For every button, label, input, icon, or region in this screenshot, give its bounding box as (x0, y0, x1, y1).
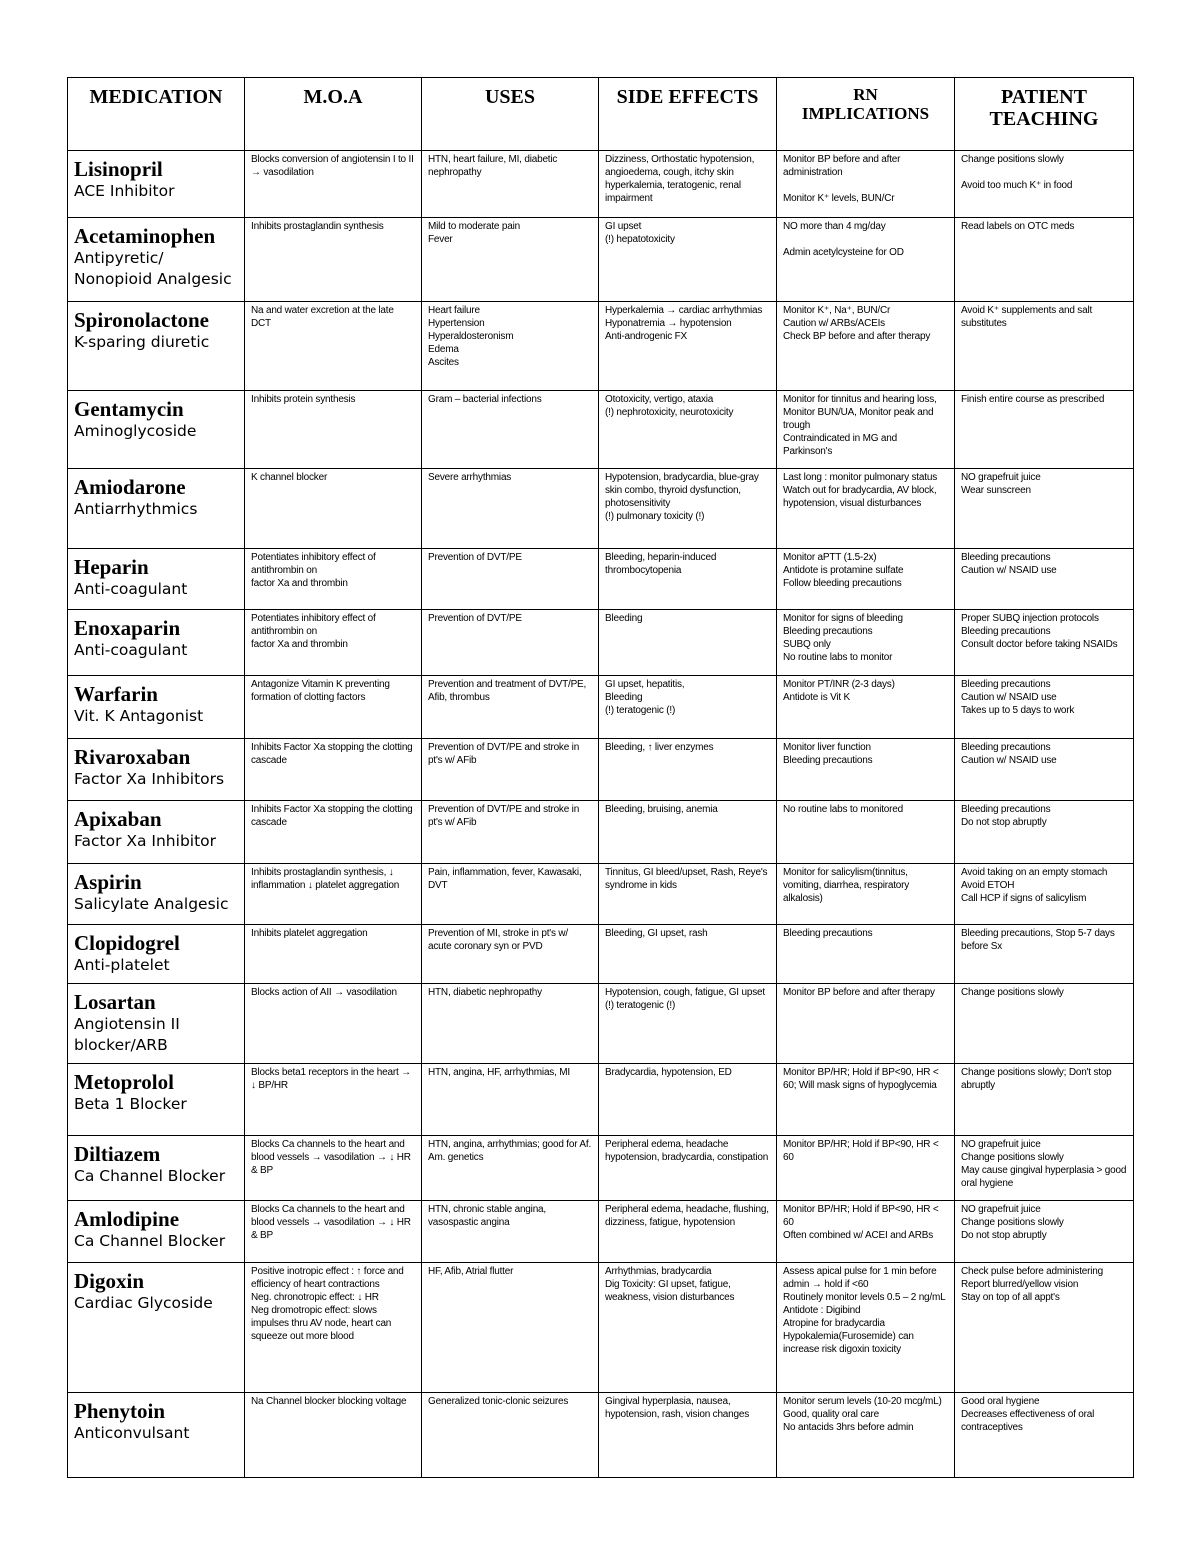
medication-cell (68, 1263, 245, 1393)
table-row (68, 864, 1134, 925)
moa-cell: Inhibits prostaglandin synthesis (245, 218, 422, 302)
uses-cell: HTN, chronic stable angina, vasospastic angina (422, 1201, 599, 1263)
uses-cell: HTN, heart failure, MI, diabetic nephropathy (422, 151, 599, 218)
table-row (68, 151, 1134, 218)
medication-cell (68, 676, 245, 739)
side-effects-cell: Arrhythmias, bradycardia Dig Toxicity: GI upset, fatigue, weakness, vision disturbances (599, 1263, 777, 1393)
moa-cell: Blocks beta1 receptors in the heart → ↓ BP/HR (245, 1064, 422, 1136)
patient-teaching-cell: Bleeding precautions, Stop 5-7 days before Sx (955, 925, 1134, 984)
table-row (68, 1263, 1134, 1393)
side-effects-cell: Hypotension, cough, fatigue, GI upset (!) teratogenic (!) (599, 984, 777, 1064)
rn-implications-cell: Monitor for tinnitus and hearing loss, Monitor BUN/UA, Monitor peak and trough Contraindicated in MG and Parkinson's (777, 391, 955, 469)
rn-implications-cell: NO more than 4 mg/day Admin acetylcysteine for OD (777, 218, 955, 302)
moa-cell: Blocks Ca channels to the heart and blood vessels → vasodilation → ↓ HR & BP (245, 1201, 422, 1263)
medication-cell (68, 1393, 245, 1478)
medication-name: Losartan (74, 990, 156, 1014)
table-row (68, 610, 1134, 676)
medication-cell (68, 801, 245, 864)
uses-cell: Prevention of DVT/PE and stroke in pt's w/ AFib (422, 739, 599, 801)
moa-cell: Inhibits protein synthesis (245, 391, 422, 469)
uses-cell: HTN, angina, HF, arrhythmias, MI (422, 1064, 599, 1136)
medication-class: Ca Channel Blocker (74, 1167, 226, 1186)
medication-name: Amlodipine (74, 1207, 180, 1231)
moa-cell: Positive inotropic effect : ↑ force and efficiency of heart contractions Neg. chronotropic effect: ↓ HR Neg dromotropic effect: slows impulses thru AV node, heart can squeeze out more blood (245, 1263, 422, 1393)
rn-implications-cell: Last long : monitor pulmonary status Watch out for bradycardia, AV block, hypotension, visual disturbances (777, 469, 955, 549)
moa-cell: Na Channel blocker blocking voltage (245, 1393, 422, 1478)
patient-teaching-cell: Good oral hygiene Decreases effectiveness of oral contraceptives (955, 1393, 1134, 1478)
rn-implications-cell: Bleeding precautions (777, 925, 955, 984)
moa-cell: Antagonize Vitamin K preventing formation of clotting factors (245, 676, 422, 739)
medication-name: Heparin (74, 555, 149, 579)
side-effects-cell: Tinnitus, GI bleed/upset, Rash, Reye's syndrome in kids (599, 864, 777, 925)
medication-cell (68, 925, 245, 984)
moa-cell: Potentiates inhibitory effect of antithrombin on factor Xa and thrombin (245, 610, 422, 676)
side-effects-cell: Bleeding, bruising, anemia (599, 801, 777, 864)
uses-cell: HTN, diabetic nephropathy (422, 984, 599, 1064)
rn-implications-cell: Monitor aPTT (1.5-2x) Antidote is protamine sulfate Follow bleeding precautions (777, 549, 955, 610)
medication-cell (68, 739, 245, 801)
uses-cell: HTN, angina, arrhythmias; good for Af. Am. genetics (422, 1136, 599, 1201)
uses-cell: Severe arrhythmias (422, 469, 599, 549)
uses-cell: HF, Afib, Atrial flutter (422, 1263, 599, 1393)
uses-cell: Prevention of DVT/PE and stroke in pt's w/ AFib (422, 801, 599, 864)
table-row (68, 801, 1134, 864)
patient-teaching-cell: Bleeding precautions Caution w/ NSAID use Takes up to 5 days to work (955, 676, 1134, 739)
table-row (68, 1064, 1134, 1136)
medication-name: Phenytoin (74, 1399, 166, 1423)
medication-class: K-sparing diuretic (74, 333, 210, 352)
medication-class: Factor Xa Inhibitor (74, 832, 217, 851)
table-row (68, 1136, 1134, 1201)
patient-teaching-cell: Bleeding precautions Caution w/ NSAID use (955, 549, 1134, 610)
medication-class: Vit. K Antagonist (74, 707, 204, 726)
medication-name: Rivaroxaban (74, 745, 191, 769)
uses-cell: Mild to moderate pain Fever (422, 218, 599, 302)
medication-cell (68, 549, 245, 610)
patient-teaching-cell: NO grapefruit juice Change positions slowly May cause gingival hyperplasia > good oral hygiene (955, 1136, 1134, 1201)
table-row (68, 1201, 1134, 1263)
header-patient-teaching: PATIENT TEACHING (955, 78, 1134, 151)
medication-class: Aminoglycoside (74, 422, 197, 441)
header-medication: MEDICATION (68, 78, 245, 151)
moa-cell: Na and water excretion at the late DCT (245, 302, 422, 391)
moa-cell: Blocks action of AII → vasodilation (245, 984, 422, 1064)
header-side-effects: SIDE EFFECTS (599, 78, 777, 151)
medication-class: Factor Xa Inhibitors (74, 770, 225, 789)
medication-name: Aspirin (74, 870, 142, 894)
table-row (68, 1393, 1134, 1478)
table-row (68, 549, 1134, 610)
medication-table (67, 77, 1134, 1478)
uses-cell: Prevention of DVT/PE (422, 549, 599, 610)
side-effects-cell: Bradycardia, hypotension, ED (599, 1064, 777, 1136)
medication-cell (68, 1201, 245, 1263)
patient-teaching-cell: NO grapefruit juice Change positions slowly Do not stop abruptly (955, 1201, 1134, 1263)
patient-teaching-cell: Proper SUBQ injection protocols Bleeding precautions Consult doctor before taking NSAIDs (955, 610, 1134, 676)
medication-class: ACE Inhibitor (74, 182, 175, 201)
medication-cell (68, 610, 245, 676)
table-row (68, 218, 1134, 302)
medication-cell (68, 302, 245, 391)
rn-implications-cell: Monitor BP before and after therapy (777, 984, 955, 1064)
uses-cell: Generalized tonic-clonic seizures (422, 1393, 599, 1478)
header-uses: USES (422, 78, 599, 151)
patient-teaching-cell: NO grapefruit juice Wear sunscreen (955, 469, 1134, 549)
medication-class: Anti-coagulant (74, 641, 188, 660)
rn-implications-cell: Monitor for salicylism(tinnitus, vomiting, diarrhea, respiratory alkalosis) (777, 864, 955, 925)
rn-implications-cell: Monitor BP/HR; Hold if BP<90, HR < 60 Often combined w/ ACEI and ARBs (777, 1201, 955, 1263)
table-row (68, 469, 1134, 549)
side-effects-cell: Hyperkalemia → cardiac arrhythmias Hyponatremia → hypotension Anti-androgenic FX (599, 302, 777, 391)
side-effects-cell: Peripheral edema, headache, flushing, dizziness, fatigue, hypotension (599, 1201, 777, 1263)
medication-name: Diltiazem (74, 1142, 161, 1166)
side-effects-cell: Bleeding, heparin-induced thrombocytopenia (599, 549, 777, 610)
medication-name: Lisinopril (74, 157, 163, 181)
header-rn-implications: RN IMPLICATIONS (777, 78, 955, 151)
moa-cell: Inhibits platelet aggregation (245, 925, 422, 984)
side-effects-cell: Bleeding, GI upset, rash (599, 925, 777, 984)
medication-cell (68, 1064, 245, 1136)
medication-name: Digoxin (74, 1269, 145, 1293)
uses-cell: Pain, inflammation, fever, Kawasaki, DVT (422, 864, 599, 925)
rn-implications-cell: Monitor K⁺, Na⁺, BUN/Cr Caution w/ ARBs/ACEIs Check BP before and after therapy (777, 302, 955, 391)
medication-name: Clopidogrel (74, 931, 180, 955)
medication-cell (68, 218, 245, 302)
medication-cell (68, 151, 245, 218)
rn-implications-cell: Monitor BP before and after administration Monitor K⁺ levels, BUN/Cr (777, 151, 955, 218)
moa-cell: Blocks Ca channels to the heart and blood vessels → vasodilation → ↓ HR & BP (245, 1136, 422, 1201)
patient-teaching-cell: Check pulse before administering Report blurred/yellow vision Stay on top of all appt's (955, 1263, 1134, 1393)
uses-cell: Heart failure Hypertension Hyperaldosteronism Edema Ascites (422, 302, 599, 391)
medication-cell (68, 984, 245, 1064)
rn-implications-cell: No routine labs to monitored (777, 801, 955, 864)
medication-name: Amiodarone (74, 475, 186, 499)
table-row (68, 302, 1134, 391)
uses-cell: Prevention of DVT/PE (422, 610, 599, 676)
medication-class: Anticonvulsant (74, 1424, 190, 1443)
uses-cell: Prevention of MI, stroke in pt's w/ acute coronary syn or PVD (422, 925, 599, 984)
table-row (68, 391, 1134, 469)
medication-class: Cardiac Glycoside (74, 1294, 213, 1313)
medication-class: Anti-coagulant (74, 580, 188, 599)
side-effects-cell: GI upset (!) hepatotoxicity (599, 218, 777, 302)
rn-implications-cell: Monitor BP/HR; Hold if BP<90, HR < 60; Will mask signs of hypoglycemia (777, 1064, 955, 1136)
table-row (68, 676, 1134, 739)
moa-cell: Inhibits prostaglandin synthesis, ↓ inflammation ↓ platelet aggregation (245, 864, 422, 925)
side-effects-cell: Bleeding (599, 610, 777, 676)
rn-implications-cell: Monitor serum levels (10-20 mcg/mL) Good, quality oral care No antacids 3hrs before admin (777, 1393, 955, 1478)
patient-teaching-cell: Avoid taking on an empty stomach Avoid ETOH Call HCP if signs of salicylism (955, 864, 1134, 925)
patient-teaching-cell: Change positions slowly Avoid too much K⁺ in food (955, 151, 1134, 218)
side-effects-cell: Hypotension, bradycardia, blue-gray skin combo, thyroid dysfunction, photosensitivity (!) pulmonary toxicity (!) (599, 469, 777, 549)
moa-cell: Inhibits Factor Xa stopping the clotting cascade (245, 801, 422, 864)
medication-name: Gentamycin (74, 397, 184, 421)
medication-name: Apixaban (74, 807, 162, 831)
medication-class: Salicylate Analgesic (74, 895, 229, 914)
patient-teaching-cell: Read labels on OTC meds (955, 218, 1134, 302)
medication-class: Antiarrhythmics (74, 500, 198, 519)
moa-cell: Blocks conversion of angiotensin I to II → vasodilation (245, 151, 422, 218)
medication-name: Spironolactone (74, 308, 209, 332)
medication-class: Anti-platelet (74, 956, 170, 975)
uses-cell: Gram – bacterial infections (422, 391, 599, 469)
header-row (68, 78, 1134, 151)
moa-cell: Inhibits Factor Xa stopping the clotting cascade (245, 739, 422, 801)
patient-teaching-cell: Bleeding precautions Caution w/ NSAID use (955, 739, 1134, 801)
rn-implications-cell: Monitor for signs of bleeding Bleeding precautions SUBQ only No routine labs to monitor (777, 610, 955, 676)
rn-implications-cell: Monitor PT/INR (2-3 days) Antidote is Vit K (777, 676, 955, 739)
table-row (68, 925, 1134, 984)
medication-cell (68, 391, 245, 469)
side-effects-cell: Dizziness, Orthostatic hypotension, angioedema, cough, itchy skin hyperkalemia, teratogenic, renal impairment (599, 151, 777, 218)
table-row (68, 984, 1134, 1064)
uses-cell: Prevention and treatment of DVT/PE, Afib, thrombus (422, 676, 599, 739)
side-effects-cell: Peripheral edema, headache hypotension, bradycardia, constipation (599, 1136, 777, 1201)
medication-cell (68, 1136, 245, 1201)
patient-teaching-cell: Bleeding precautions Do not stop abruptly (955, 801, 1134, 864)
side-effects-cell: Gingival hyperplasia, nausea, hypotension, rash, vision changes (599, 1393, 777, 1478)
side-effects-cell: Bleeding, ↑ liver enzymes (599, 739, 777, 801)
side-effects-cell: Ototoxicity, vertigo, ataxia (!) nephrotoxicity, neurotoxicity (599, 391, 777, 469)
medication-name: Warfarin (74, 682, 158, 706)
table-body (68, 151, 1134, 1478)
medication-name: Acetaminophen (74, 224, 216, 248)
rn-implications-cell: Monitor BP/HR; Hold if BP<90, HR < 60 (777, 1136, 955, 1201)
rn-implications-cell: Monitor liver function Bleeding precautions (777, 739, 955, 801)
patient-teaching-cell: Change positions slowly (955, 984, 1134, 1064)
medication-name: Enoxaparin (74, 616, 181, 640)
medication-cell (68, 469, 245, 549)
medication-name: Metoprolol (74, 1070, 174, 1094)
header-moa: M.O.A (245, 78, 422, 151)
medication-cell (68, 864, 245, 925)
side-effects-cell: GI upset, hepatitis, Bleeding (!) teratogenic (!) (599, 676, 777, 739)
moa-cell: Potentiates inhibitory effect of antithrombin on factor Xa and thrombin (245, 549, 422, 610)
medication-class: Angiotensin II blocker/ARB (74, 1015, 180, 1055)
medication-class: Beta 1 Blocker (74, 1095, 187, 1114)
patient-teaching-cell: Avoid K⁺ supplements and salt substitutes (955, 302, 1134, 391)
patient-teaching-cell: Change positions slowly; Don't stop abruptly (955, 1064, 1134, 1136)
table-row (68, 739, 1134, 801)
patient-teaching-cell: Finish entire course as prescribed (955, 391, 1134, 469)
medication-class: Antipyretic/ Nonopioid Analgesic (74, 249, 232, 289)
rn-implications-cell: Assess apical pulse for 1 min before admin → hold if <60 Routinely monitor levels 0.5 – 2 ng/mL Antidote : Digibind Atropine for bradycardia Hypokalemia(Furosemide) can increase risk digoxin toxicity (777, 1263, 955, 1393)
medication-class: Ca Channel Blocker (74, 1232, 226, 1251)
moa-cell: K channel blocker (245, 469, 422, 549)
